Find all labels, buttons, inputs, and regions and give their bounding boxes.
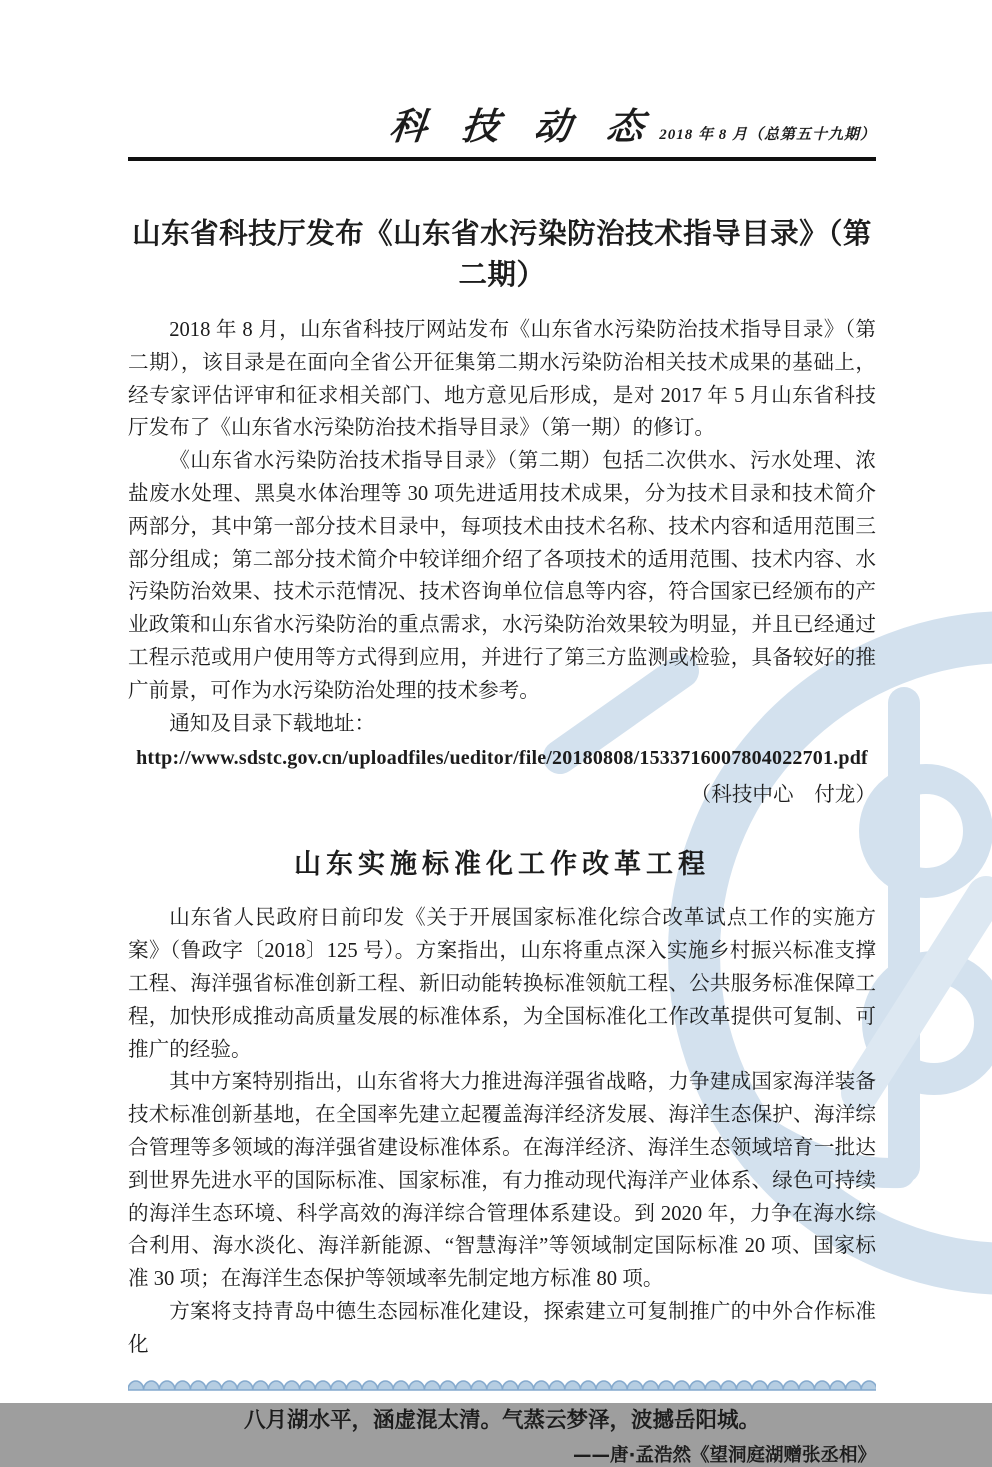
page-content	[128, 0, 876, 1467]
article1-paragraph-2: 《山东省水污染防治技术指导目录》（第二期）包括二次供水、污水处理、浓盐废水处理、黑臭水体治理等 30 项先进适用技术成果，分为技术目录和技术简介两部分，其中第一部分技术目录中，每项技术由技术名称、技术内容和适用范围三部分组成；第二部分技术简介中较详细介绍了各项技术的适用范围、技术内容、水污染防治效果、技术示范情况、技术咨询单位信息等内容，符合国家已经颁布的产业政策和山东省水污染防治的重点需求，水污染防治效果较为明显，并且已经通过工程示范或用户使用等方式得到应用，并进行了第三方监测或检验，具备较好的推广前景，可作为水污染防治处理的技术参考。	[128, 450, 876, 702]
article1-title: 山东省科技厅发布《山东省水污染防治技术指导目录》（第二期）	[132, 219, 872, 291]
wave-divider	[128, 1378, 876, 1391]
poem-attribution: ——唐·孟浩然《望洞庭湖赠张丞相》	[572, 1444, 876, 1466]
article2-paragraph-2: 其中方案特别指出，山东省将大力推进海洋强省战略，力争建成国家海洋装备技术标准创新基地，在全国率先建立起覆盖海洋经济发展、海洋生态保护、海洋综合管理等多领域的海洋强省建设标准体系。在海洋经济、海洋生态领域培育一批达到世界先进水平的国际标准、国家标准，有力推动现代海洋产业体系、绿色可持续的海洋生态环境、科学高效的海洋综合管理体系建设。到 2020 年，力争在海水综合利用、海水淡化、海洋新能源、“智慧海洋”等领域制定国际标准 20 项、国家标准 30 项；在海洋生态保护等领域率先制定地方标准 80 项。	[128, 1071, 876, 1291]
download-address-label: 通知及目录下载地址：	[169, 712, 376, 735]
article2-title: 山东实施标准化工作改革工程	[294, 849, 710, 880]
masthead-title: 科 技 动 态	[387, 107, 659, 148]
article1-byline: （科技中心 付龙）	[690, 784, 876, 807]
header-rule	[128, 157, 876, 161]
article2-paragraph-3: 方案将支持青岛中德生态园标准化建设，探索建立可复制推广的中外合作标准化	[128, 1300, 876, 1356]
download-url: http://www.sdstc.gov.cn/uploadfiles/ueditor/file/20180808/1533716007804022701.pdf	[136, 747, 868, 770]
poem-line: 八月湖水平，涵虚混太清。气蒸云梦泽，波撼岳阳城。	[243, 1407, 760, 1433]
masthead-issue: 2018 年 8 月（总第五十九期）	[659, 127, 876, 143]
article1-paragraph-1: 2018 年 8 月，山东省科技厅网站发布《山东省水污染防治技术指导目录》（第二期），该目录是在面向全省公开征集第二期水污染防治相关技术成果的基础上，经专家评估评审和征求相关部门、地方意见后形成，是对 2017 年 5 月山东省科技厅发布了《山东省水污染防治技术指导目录》（第一期）的修订。	[128, 319, 876, 440]
masthead	[128, 0, 876, 150]
article2-paragraph-1: 山东省人民政府日前印发《关于开展国家标准化综合改革试点工作的实施方案》（鲁政字〔2018〕125 号）。方案指出，山东将重点深入实施乡村振兴标准支撑工程、海洋强省标准创新工程、新旧动能转换标准领航工程、公共服务标准保障工程，加快形成推动高质量发展的标准体系，为全国标准化工作改革提供可复制、可推广的经验。	[128, 907, 876, 1061]
